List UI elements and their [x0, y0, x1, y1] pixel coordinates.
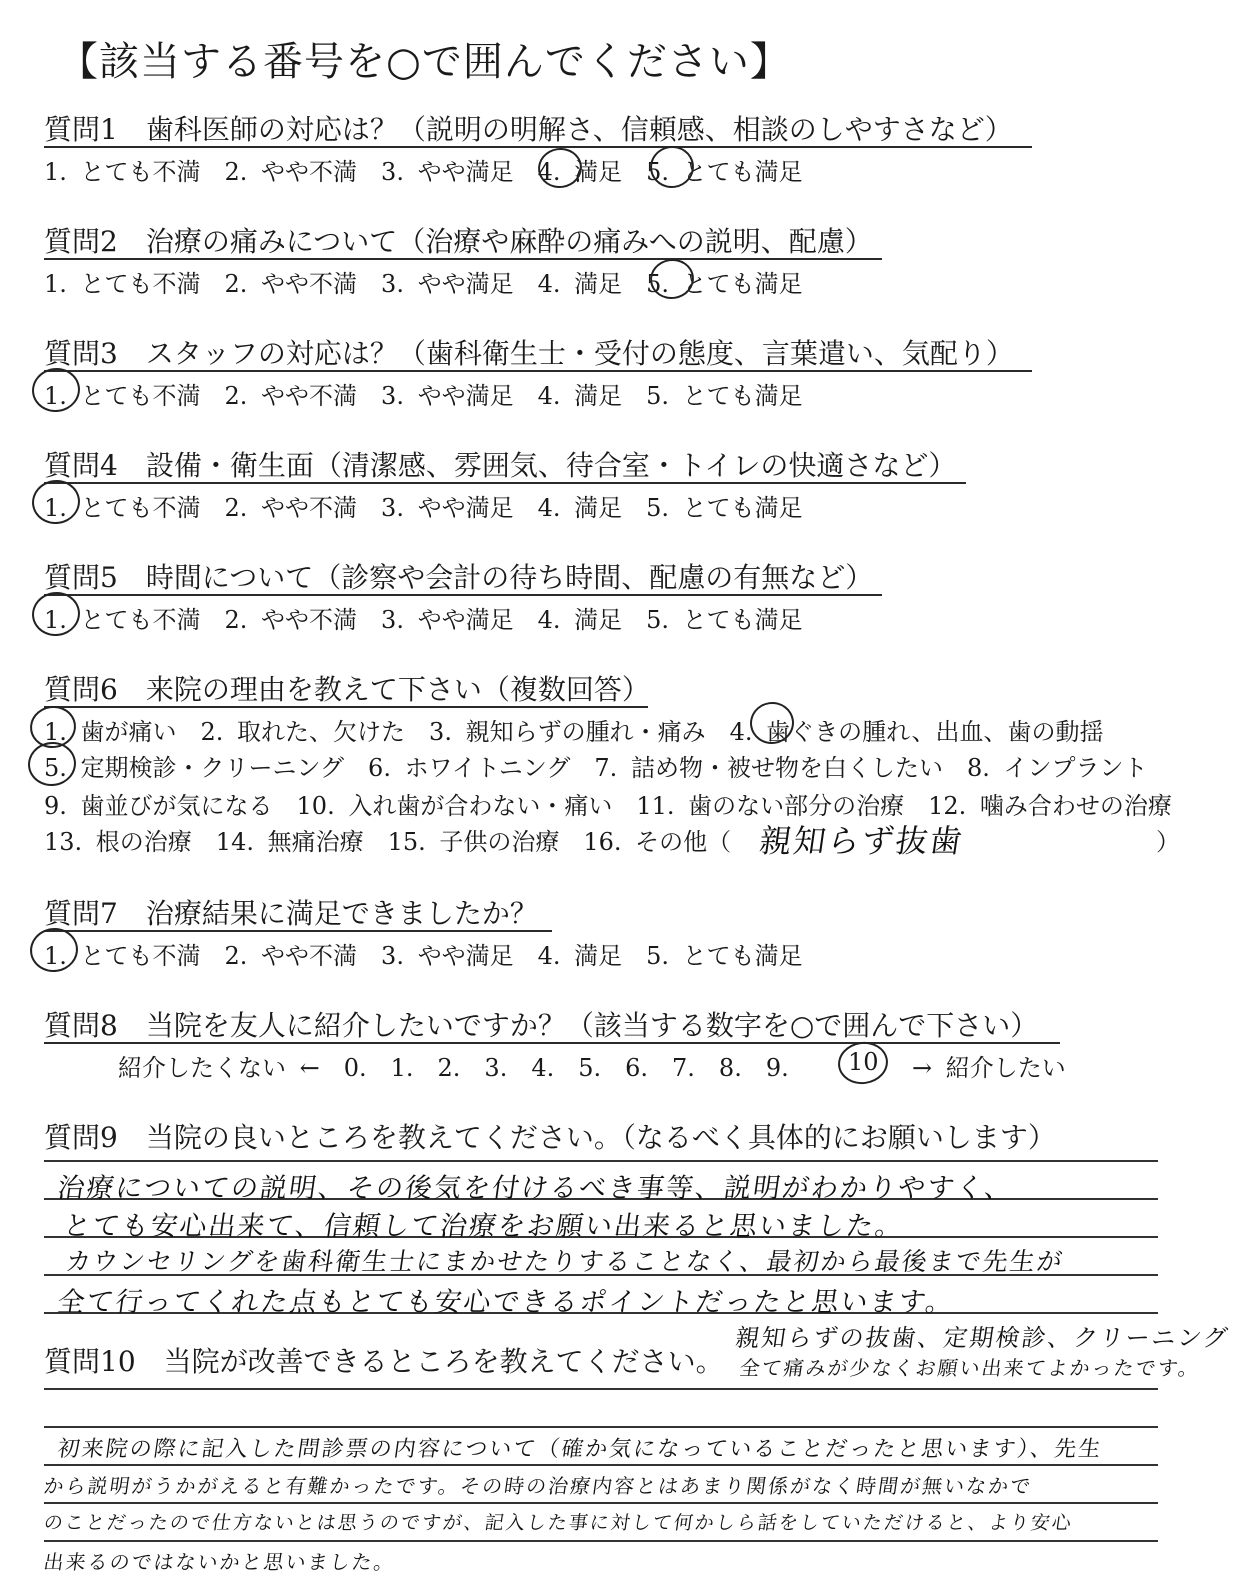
question-2-label: 質問2 治療の痛みについて（治療や麻酔の痛みへの説明、配慮） [44, 225, 873, 258]
answer-rule [44, 1464, 1158, 1466]
question-10-label: 質問10 当院が改善できるところを教えてください。 [44, 1345, 724, 1378]
question-8-scale-end: → 紹介したい [912, 1054, 1066, 1082]
circle-mark-q8-10 [835, 1039, 890, 1088]
question-4-options: 1. とても不満 2. やや不満 3. やや満足 4. 満足 5. とても満足 [44, 494, 803, 522]
question-4-underline [44, 482, 966, 484]
question-6-label: 質問6 来院の理由を教えて下さい（複数回答） [44, 673, 650, 706]
question-6-row-4: 13. 根の治療 14. 無痛治療 15. 子供の治療 16. その他（ [44, 828, 732, 856]
question-10-side-note-line: 全て痛みが少なくお願い出来てよかったです。 [738, 1356, 1202, 1380]
question-8-label: 質問8 当院を友人に紹介したいですか？（該当する数字を○で囲んで下さい） [44, 1009, 1039, 1042]
question-5-underline [44, 594, 882, 596]
question-3-options: 1. とても不満 2. やや不満 3. やや満足 4. 満足 5. とても満足 [44, 382, 803, 410]
question-5-label: 質問5 時間について（診察や会計の待ち時間、配慮の有無など） [44, 561, 874, 594]
question-6-row-3: 9. 歯並びが気になる 10. 入れ歯が合わない・痛い 11. 歯のない部分の治療 12. 噛み合わせの治療 [44, 792, 1172, 820]
question-6-underline [44, 706, 648, 708]
question-10-answer-line: から説明がうかがえると有難かったです。その時の治療内容とはあまり関係がなく時間が無いなかで [42, 1474, 1034, 1498]
question-10-side-note-line: 親知らずの抜歯、定期検診、クリーニング [733, 1324, 1232, 1352]
question-10-answer-line: 初来院の際に記入した問診票の内容について（確か気になっていることだったと思います）、先生 [55, 1437, 1105, 1462]
question-6-row-2: 5. 定期検診・クリーニング 6. ホワイトニング 7. 詰め物・被せ物を白くしたい 8. インプラント [44, 754, 1148, 782]
question-2-options: 1. とても不満 2. やや不満 3. やや満足 4. 満足 5. とても満足 [44, 270, 803, 298]
question-1-underline [44, 146, 1032, 148]
question-9-answer-line: とても安心出来て、信頼して治療をお願い出来ると思いました。 [61, 1211, 907, 1242]
question-3-underline [44, 370, 1032, 372]
answer-rule [44, 1388, 1158, 1390]
answer-rule [44, 1540, 1158, 1542]
question-10-answer-line: 出来るのではないかと思いました。 [42, 1550, 398, 1574]
answer-rule [44, 1426, 1158, 1428]
question-1-options: 1. とても不満 2. やや不満 3. やや満足 4. 満足 5. とても満足 [44, 158, 803, 186]
answer-rule [44, 1502, 1158, 1504]
question-5-options: 1. とても不満 2. やや不満 3. やや満足 4. 満足 5. とても満足 [44, 606, 803, 634]
question-1-label: 質問1 歯科医師の対応は？（説明の明解さ、信頼感、相談のしやすさなど） [44, 113, 1013, 146]
page-title: 【該当する番号を○で囲んでください】 [58, 39, 791, 85]
question-7-label: 質問7 治療結果に満足できましたか？ [44, 897, 538, 930]
question-6-other-answer: 親知らず抜歯 [757, 822, 967, 860]
question-10-answer-line: のことだったので仕方ないとは思うのですが、記入した事に対して何かしら話をしていただけると、より安心 [42, 1512, 1075, 1534]
question-6-row-4-close: ） [1156, 828, 1180, 856]
question-2-underline [44, 258, 882, 260]
question-8-scale-top: 10 [848, 1048, 879, 1076]
answer-rule [44, 1160, 1158, 1162]
question-9-answer-line: 治療についての説明、その後気を付けるべき事等、説明がわかりやすく、 [55, 1173, 1016, 1204]
question-7-underline [44, 930, 552, 932]
question-8-underline [44, 1042, 1060, 1044]
question-9-answer-line: カウンセリングを歯科衛生士にまかせたりすることなく、最初から最後まで先生が [63, 1247, 1066, 1276]
question-4-label: 質問4 設備・衛生面（清潔感、雰囲気、待合室・トイレの快適さなど） [44, 449, 957, 482]
question-3-label: 質問3 スタッフの対応は？（歯科衛生士・受付の態度、言葉遣い、気配り） [44, 337, 1014, 370]
question-6-row-1: 1. 歯が痛い 2. 取れた、欠けた 3. 親知らずの腫れ・痛み 4. 歯ぐきの腫れ、出血、歯の動揺 [44, 718, 1104, 746]
question-9-answer-line: 全て行ってくれた点もとても安心できるポイントだったと思います。 [55, 1287, 957, 1318]
question-7-options: 1. とても不満 2. やや不満 3. やや満足 4. 満足 5. とても満足 [44, 942, 803, 970]
question-8-scale: 紹介したくない ← 0. 1. 2. 3. 4. 5. 6. 7. 8. 9. [118, 1054, 789, 1082]
question-9-label: 質問9 当院の良いところを教えてください。（なるべく具体的にお願いします） [44, 1121, 1056, 1154]
